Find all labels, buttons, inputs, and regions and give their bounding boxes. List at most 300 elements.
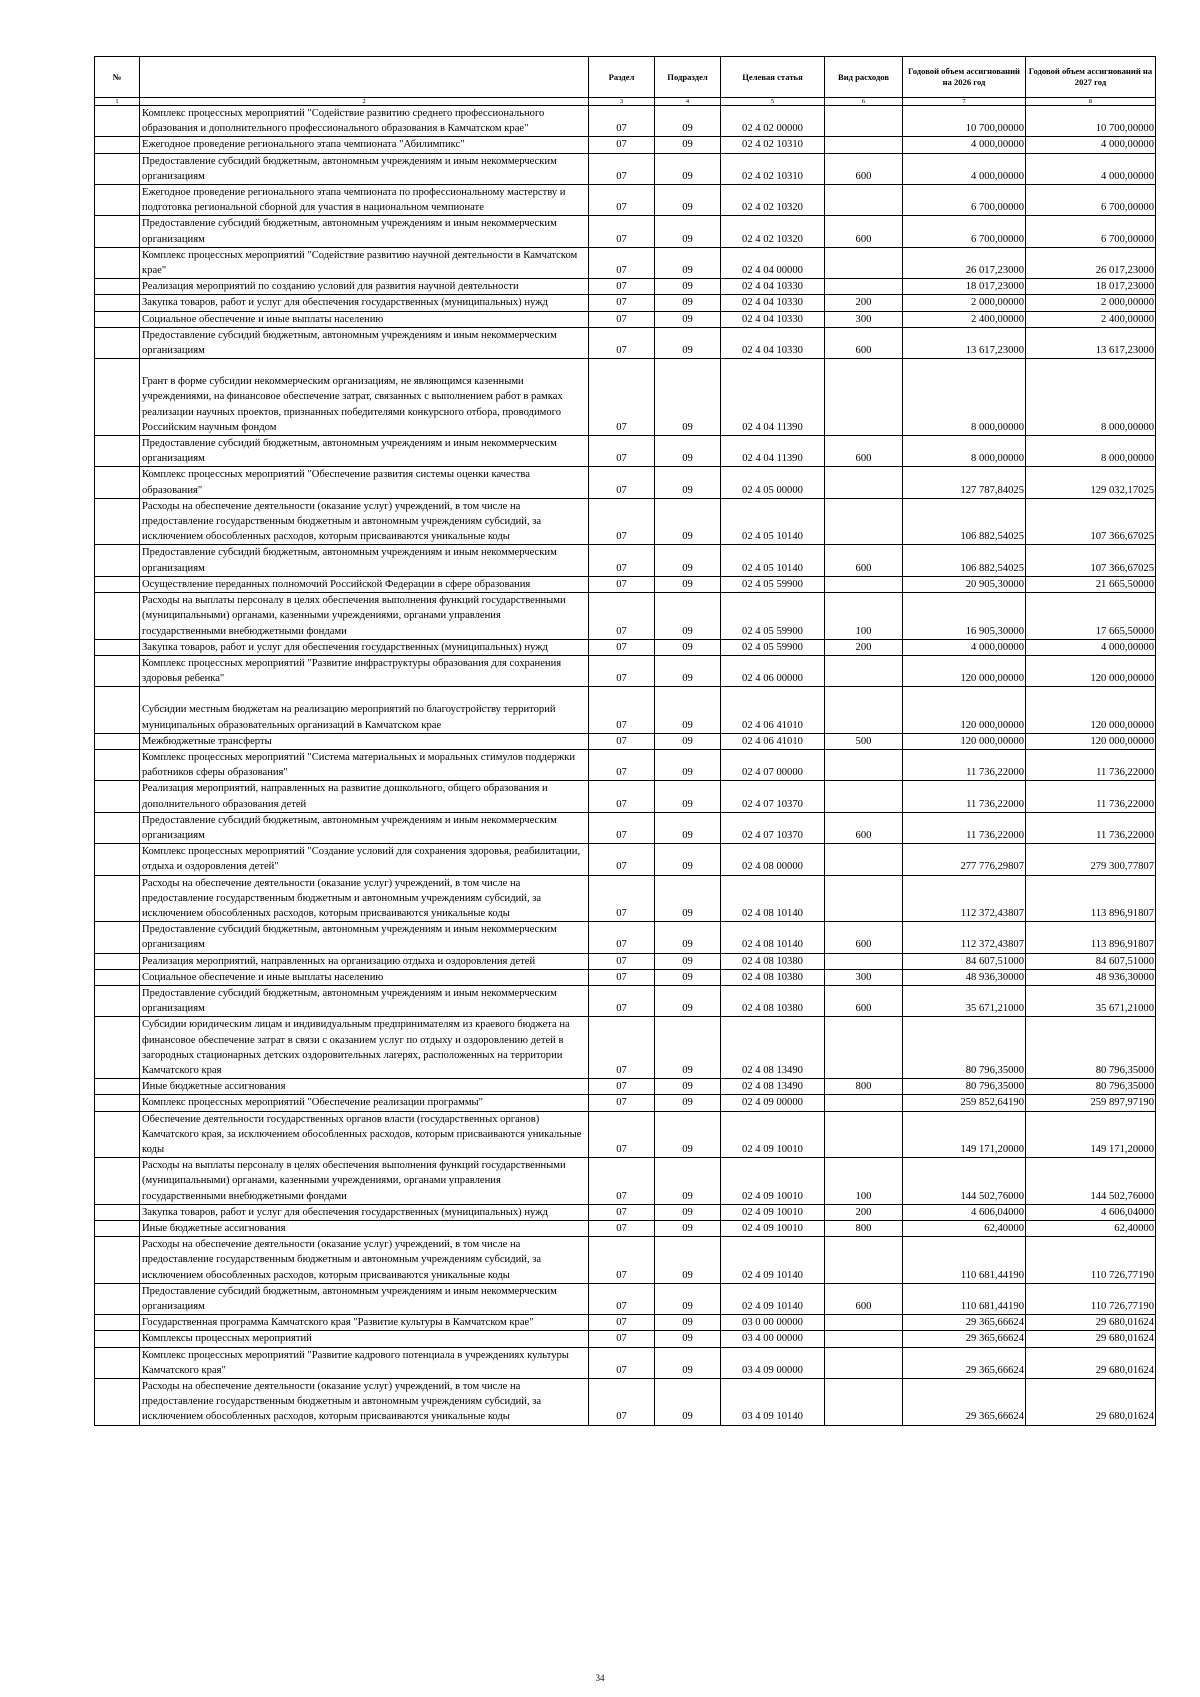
row-num-cell <box>95 1283 140 1314</box>
article-cell: 02 4 02 10320 <box>721 216 825 247</box>
amount-2027-cell: 84 607,51000 <box>1026 953 1156 969</box>
expense-name-cell: Комплекс процессных мероприятий "Обеспечение развития системы оценки качества образования" <box>140 467 589 498</box>
amount-2027-cell: 29 680,01624 <box>1026 1347 1156 1378</box>
vid-cell: 200 <box>825 1204 903 1220</box>
row-num-cell <box>95 953 140 969</box>
row-num-cell <box>95 1111 140 1158</box>
vid-cell <box>825 749 903 780</box>
vid-cell <box>825 247 903 278</box>
razdel-cell: 07 <box>589 655 655 686</box>
article-cell: 02 4 02 10310 <box>721 137 825 153</box>
razdel-cell: 07 <box>589 279 655 295</box>
amount-2027-cell: 120 000,00000 <box>1026 733 1156 749</box>
vid-cell: 600 <box>825 436 903 467</box>
row-num-cell <box>95 1347 140 1378</box>
row-num-cell <box>95 106 140 137</box>
razdel-cell: 07 <box>589 1204 655 1220</box>
amount-2026-cell: 11 736,22000 <box>903 781 1026 812</box>
amount-2026-cell: 120 000,00000 <box>903 655 1026 686</box>
podrazdel-cell: 09 <box>655 1095 721 1111</box>
razdel-cell: 07 <box>589 1158 655 1205</box>
expense-name-cell: Комплекс процессных мероприятий "Развитие кадрового потенциала в учреждениях культуры Камчатского края" <box>140 1347 589 1378</box>
vid-cell <box>825 498 903 545</box>
vid-cell <box>825 1017 903 1079</box>
table-row <box>95 295 1156 311</box>
amount-2026-cell: 4 000,00000 <box>903 137 1026 153</box>
article-cell: 02 4 08 13490 <box>721 1017 825 1079</box>
vid-cell: 600 <box>825 153 903 184</box>
razdel-cell: 07 <box>589 812 655 843</box>
razdel-cell: 07 <box>589 545 655 576</box>
vid-cell: 300 <box>825 311 903 327</box>
row-num-cell <box>95 875 140 922</box>
header-num: № <box>95 57 140 98</box>
vid-cell <box>825 1111 903 1158</box>
vid-cell <box>825 953 903 969</box>
article-cell: 02 4 04 11390 <box>721 359 825 436</box>
razdel-cell: 07 <box>589 781 655 812</box>
podrazdel-cell: 09 <box>655 153 721 184</box>
podrazdel-cell: 09 <box>655 106 721 137</box>
razdel-cell: 07 <box>589 844 655 875</box>
article-cell: 03 4 09 10140 <box>721 1379 825 1426</box>
header-razdel: Раздел <box>589 57 655 98</box>
header-y2026: Годовой объем ассигнований на 2026 год <box>903 57 1026 98</box>
article-cell: 02 4 08 00000 <box>721 844 825 875</box>
expense-name-cell: Предоставление субсидий бюджетным, автономным учреждениям и иным некоммерческим организациям <box>140 216 589 247</box>
podrazdel-cell: 09 <box>655 953 721 969</box>
vid-cell <box>825 875 903 922</box>
podrazdel-cell: 09 <box>655 216 721 247</box>
expense-name-cell: Предоставление субсидий бюджетным, автономным учреждениям и иным некоммерческим организациям <box>140 153 589 184</box>
row-num-cell <box>95 185 140 216</box>
vid-cell <box>825 467 903 498</box>
row-num-cell <box>95 311 140 327</box>
razdel-cell: 07 <box>589 137 655 153</box>
amount-2027-cell: 149 171,20000 <box>1026 1111 1156 1158</box>
article-cell: 02 4 09 10140 <box>721 1283 825 1314</box>
amount-2026-cell: 4 000,00000 <box>903 153 1026 184</box>
amount-2026-cell: 11 736,22000 <box>903 812 1026 843</box>
amount-2027-cell: 4 000,00000 <box>1026 639 1156 655</box>
table-row <box>95 593 1156 640</box>
expense-name-cell: Грант в форме субсидии некоммерческим организациям, не являющимся казенными учреждениями, на финансовое обеспечение затрат, связанных с выполнением работ в рамках реализации научных проектов, признанных победителями конкурсного отбора, проводимого Российским научным фондом <box>140 359 589 436</box>
amount-2026-cell: 35 671,21000 <box>903 985 1026 1016</box>
column-number: 8 <box>1026 98 1156 106</box>
table-row <box>95 1095 1156 1111</box>
vid-cell <box>825 137 903 153</box>
amount-2027-cell: 4 606,04000 <box>1026 1204 1156 1220</box>
razdel-cell: 07 <box>589 1221 655 1237</box>
table-row <box>95 1017 1156 1079</box>
table-row <box>95 327 1156 358</box>
amount-2026-cell: 84 607,51000 <box>903 953 1026 969</box>
vid-cell <box>825 279 903 295</box>
podrazdel-cell: 09 <box>655 749 721 780</box>
vid-cell <box>825 106 903 137</box>
vid-cell: 600 <box>825 922 903 953</box>
table-row <box>95 1237 1156 1284</box>
expense-name-cell: Иные бюджетные ассигнования <box>140 1079 589 1095</box>
expense-name-cell: Реализация мероприятий, направленных на развитие дошкольного, общего образования и дополнительного образования детей <box>140 781 589 812</box>
table-row <box>95 639 1156 655</box>
vid-cell <box>825 576 903 592</box>
razdel-cell: 07 <box>589 1379 655 1426</box>
podrazdel-cell: 09 <box>655 436 721 467</box>
article-cell: 02 4 04 00000 <box>721 247 825 278</box>
amount-2027-cell: 4 000,00000 <box>1026 137 1156 153</box>
amount-2026-cell: 20 905,30000 <box>903 576 1026 592</box>
amount-2026-cell: 16 905,30000 <box>903 593 1026 640</box>
row-num-cell <box>95 687 140 733</box>
table-row <box>95 106 1156 137</box>
amount-2026-cell: 120 000,00000 <box>903 687 1026 733</box>
article-cell: 02 4 08 10380 <box>721 969 825 985</box>
amount-2027-cell: 11 736,22000 <box>1026 812 1156 843</box>
table-row <box>95 749 1156 780</box>
razdel-cell: 07 <box>589 327 655 358</box>
table-body <box>95 106 1156 1426</box>
podrazdel-cell: 09 <box>655 279 721 295</box>
amount-2027-cell: 107 366,67025 <box>1026 545 1156 576</box>
expense-name-cell: Закупка товаров, работ и услуг для обеспечения государственных (муниципальных) нужд <box>140 639 589 655</box>
amount-2026-cell: 29 365,66624 <box>903 1347 1026 1378</box>
vid-cell: 500 <box>825 733 903 749</box>
razdel-cell: 07 <box>589 1079 655 1095</box>
row-num-cell <box>95 1237 140 1284</box>
razdel-cell: 07 <box>589 1237 655 1284</box>
podrazdel-cell: 09 <box>655 1283 721 1314</box>
row-num-cell <box>95 1379 140 1426</box>
expense-name-cell: Закупка товаров, работ и услуг для обеспечения государственных (муниципальных) нужд <box>140 1204 589 1220</box>
razdel-cell: 07 <box>589 875 655 922</box>
amount-2026-cell: 10 700,00000 <box>903 106 1026 137</box>
row-num-cell <box>95 733 140 749</box>
podrazdel-cell: 09 <box>655 875 721 922</box>
row-num-cell <box>95 593 140 640</box>
amount-2027-cell: 4 000,00000 <box>1026 153 1156 184</box>
table-row <box>95 844 1156 875</box>
article-cell: 02 4 08 10380 <box>721 953 825 969</box>
amount-2026-cell: 4 000,00000 <box>903 639 1026 655</box>
table-row <box>95 1204 1156 1220</box>
row-num-cell <box>95 1017 140 1079</box>
razdel-cell: 07 <box>589 1095 655 1111</box>
table-row <box>95 922 1156 953</box>
row-num-cell <box>95 467 140 498</box>
amount-2027-cell: 21 665,50000 <box>1026 576 1156 592</box>
row-num-cell <box>95 655 140 686</box>
article-cell: 03 4 09 00000 <box>721 1347 825 1378</box>
vid-cell <box>825 1237 903 1284</box>
row-num-cell <box>95 137 140 153</box>
amount-2026-cell: 6 700,00000 <box>903 216 1026 247</box>
table-row <box>95 1347 1156 1378</box>
amount-2027-cell: 35 671,21000 <box>1026 985 1156 1016</box>
row-num-cell <box>95 1079 140 1095</box>
row-num-cell <box>95 639 140 655</box>
vid-cell: 200 <box>825 295 903 311</box>
amount-2027-cell: 26 017,23000 <box>1026 247 1156 278</box>
razdel-cell: 07 <box>589 216 655 247</box>
table-row <box>95 953 1156 969</box>
vid-cell <box>825 687 903 733</box>
row-num-cell <box>95 295 140 311</box>
razdel-cell: 07 <box>589 436 655 467</box>
vid-cell: 600 <box>825 545 903 576</box>
header-podrazdel: Подраздел <box>655 57 721 98</box>
expense-name-cell: Комплекс процессных мероприятий "Содействие развитию среднего профессионального образования и дополнительного профессионального образования в Камчатском крае" <box>140 106 589 137</box>
podrazdel-cell: 09 <box>655 812 721 843</box>
amount-2026-cell: 110 681,44190 <box>903 1237 1026 1284</box>
razdel-cell: 07 <box>589 295 655 311</box>
table-row <box>95 655 1156 686</box>
amount-2027-cell: 113 896,91807 <box>1026 922 1156 953</box>
expense-name-cell: Социальное обеспечение и иные выплаты населению <box>140 311 589 327</box>
table-row <box>95 436 1156 467</box>
razdel-cell: 07 <box>589 985 655 1016</box>
table-row <box>95 875 1156 922</box>
razdel-cell: 07 <box>589 749 655 780</box>
vid-cell: 600 <box>825 812 903 843</box>
table-row <box>95 137 1156 153</box>
row-num-cell <box>95 1221 140 1237</box>
amount-2027-cell: 80 796,35000 <box>1026 1079 1156 1095</box>
podrazdel-cell: 09 <box>655 1237 721 1284</box>
amount-2027-cell: 29 680,01624 <box>1026 1331 1156 1347</box>
amount-2026-cell: 144 502,76000 <box>903 1158 1026 1205</box>
row-num-cell <box>95 545 140 576</box>
vid-cell <box>825 1315 903 1331</box>
column-number: 3 <box>589 98 655 106</box>
podrazdel-cell: 09 <box>655 545 721 576</box>
amount-2026-cell: 29 365,66624 <box>903 1379 1026 1426</box>
article-cell: 02 4 08 10380 <box>721 985 825 1016</box>
amount-2027-cell: 11 736,22000 <box>1026 781 1156 812</box>
article-cell: 02 4 07 10370 <box>721 781 825 812</box>
amount-2026-cell: 259 852,64190 <box>903 1095 1026 1111</box>
amount-2026-cell: 2 000,00000 <box>903 295 1026 311</box>
podrazdel-cell: 09 <box>655 576 721 592</box>
row-num-cell <box>95 359 140 436</box>
expense-name-cell: Предоставление субсидий бюджетным, автономным учреждениям и иным некоммерческим организациям <box>140 1283 589 1314</box>
expense-name-cell: Иные бюджетные ассигнования <box>140 1221 589 1237</box>
podrazdel-cell: 09 <box>655 1204 721 1220</box>
table-header-row <box>95 57 1156 98</box>
header-name <box>140 57 589 98</box>
amount-2027-cell: 120 000,00000 <box>1026 687 1156 733</box>
row-num-cell <box>95 922 140 953</box>
vid-cell <box>825 185 903 216</box>
table-row <box>95 1221 1156 1237</box>
expense-name-cell: Комплексы процессных мероприятий <box>140 1331 589 1347</box>
expense-name-cell: Предоставление субсидий бюджетным, автономным учреждениям и иным некоммерческим организациям <box>140 812 589 843</box>
row-num-cell <box>95 216 140 247</box>
expense-name-cell: Реализация мероприятий, направленных на организацию отдыха и оздоровления детей <box>140 953 589 969</box>
article-cell: 02 4 08 10140 <box>721 922 825 953</box>
amount-2027-cell: 62,40000 <box>1026 1221 1156 1237</box>
row-num-cell <box>95 812 140 843</box>
razdel-cell: 07 <box>589 953 655 969</box>
amount-2027-cell: 110 726,77190 <box>1026 1283 1156 1314</box>
row-num-cell <box>95 844 140 875</box>
article-cell: 02 4 02 10320 <box>721 185 825 216</box>
razdel-cell: 07 <box>589 576 655 592</box>
article-cell: 02 4 09 10010 <box>721 1221 825 1237</box>
column-number: 6 <box>825 98 903 106</box>
row-num-cell <box>95 969 140 985</box>
amount-2026-cell: 2 400,00000 <box>903 311 1026 327</box>
table-row <box>95 359 1156 436</box>
amount-2026-cell: 11 736,22000 <box>903 749 1026 780</box>
vid-cell: 600 <box>825 985 903 1016</box>
row-num-cell <box>95 749 140 780</box>
amount-2026-cell: 112 372,43807 <box>903 922 1026 953</box>
vid-cell <box>825 1347 903 1378</box>
table-row <box>95 812 1156 843</box>
podrazdel-cell: 09 <box>655 1017 721 1079</box>
header-vid: Вид расходов <box>825 57 903 98</box>
amount-2026-cell: 6 700,00000 <box>903 185 1026 216</box>
article-cell: 02 4 05 10140 <box>721 545 825 576</box>
row-num-cell <box>95 576 140 592</box>
table-row <box>95 687 1156 733</box>
vid-cell: 100 <box>825 593 903 640</box>
amount-2026-cell: 120 000,00000 <box>903 733 1026 749</box>
amount-2027-cell: 8 000,00000 <box>1026 359 1156 436</box>
vid-cell <box>825 1331 903 1347</box>
article-cell: 02 4 04 10330 <box>721 295 825 311</box>
razdel-cell: 07 <box>589 106 655 137</box>
razdel-cell: 07 <box>589 593 655 640</box>
vid-cell <box>825 359 903 436</box>
expense-name-cell: Межбюджетные трансферты <box>140 733 589 749</box>
podrazdel-cell: 09 <box>655 311 721 327</box>
article-cell: 02 4 04 10330 <box>721 327 825 358</box>
row-num-cell <box>95 247 140 278</box>
vid-cell <box>825 781 903 812</box>
vid-cell <box>825 844 903 875</box>
table-row <box>95 1111 1156 1158</box>
table-row <box>95 467 1156 498</box>
razdel-cell: 07 <box>589 153 655 184</box>
podrazdel-cell: 09 <box>655 1347 721 1378</box>
expense-name-cell: Расходы на выплаты персоналу в целях обеспечения выполнения функций государственными (муниципальными) органами, казенными учреждениями, органами управления государственными внебюджетными фондами <box>140 593 589 640</box>
expense-name-cell: Социальное обеспечение и иные выплаты населению <box>140 969 589 985</box>
podrazdel-cell: 09 <box>655 655 721 686</box>
amount-2027-cell: 6 700,00000 <box>1026 216 1156 247</box>
podrazdel-cell: 09 <box>655 359 721 436</box>
razdel-cell: 07 <box>589 247 655 278</box>
amount-2026-cell: 127 787,84025 <box>903 467 1026 498</box>
table-row <box>95 498 1156 545</box>
column-number-row <box>95 98 1156 106</box>
razdel-cell: 07 <box>589 1111 655 1158</box>
amount-2027-cell: 107 366,67025 <box>1026 498 1156 545</box>
article-cell: 02 4 05 10140 <box>721 498 825 545</box>
amount-2026-cell: 106 882,54025 <box>903 545 1026 576</box>
header-y2027: Годовой объем ассигнований на 2027 год <box>1026 57 1156 98</box>
row-num-cell <box>95 1331 140 1347</box>
article-cell: 02 4 09 10010 <box>721 1204 825 1220</box>
amount-2027-cell: 113 896,91807 <box>1026 875 1156 922</box>
podrazdel-cell: 09 <box>655 1111 721 1158</box>
amount-2027-cell: 29 680,01624 <box>1026 1315 1156 1331</box>
amount-2026-cell: 48 936,30000 <box>903 969 1026 985</box>
expense-name-cell: Закупка товаров, работ и услуг для обеспечения государственных (муниципальных) нужд <box>140 295 589 311</box>
article-cell: 02 4 09 10010 <box>721 1111 825 1158</box>
row-num-cell <box>95 1095 140 1111</box>
amount-2026-cell: 62,40000 <box>903 1221 1026 1237</box>
column-number: 7 <box>903 98 1026 106</box>
article-cell: 02 4 08 10140 <box>721 875 825 922</box>
expense-name-cell: Обеспечение деятельности государственных органов власти (государственных органов) Камчатского края, за исключением обособленных расходов, которым присваиваются уникальные коды <box>140 1111 589 1158</box>
amount-2027-cell: 6 700,00000 <box>1026 185 1156 216</box>
amount-2026-cell: 80 796,35000 <box>903 1079 1026 1095</box>
razdel-cell: 07 <box>589 687 655 733</box>
razdel-cell: 07 <box>589 1331 655 1347</box>
expense-name-cell: Субсидии местным бюджетам на реализацию мероприятий по благоустройству территорий муниципальных образовательных организаций в Камчатском крае <box>140 687 589 733</box>
expense-name-cell: Ежегодное проведение регионального этапа чемпионата "Абилимпикс" <box>140 137 589 153</box>
amount-2026-cell: 106 882,54025 <box>903 498 1026 545</box>
article-cell: 02 4 05 59900 <box>721 639 825 655</box>
razdel-cell: 07 <box>589 1347 655 1378</box>
expense-name-cell: Расходы на обеспечение деятельности (оказание услуг) учреждений, в том числе на предоставление государственным бюджетным и автономным учреждениям субсидий, за исключением обособленных расходов, которым присваиваются уникальные коды <box>140 1237 589 1284</box>
podrazdel-cell: 09 <box>655 1221 721 1237</box>
expense-name-cell: Осуществление переданных полномочий Российской Федерации в сфере образования <box>140 576 589 592</box>
table-row <box>95 781 1156 812</box>
podrazdel-cell: 09 <box>655 1158 721 1205</box>
vid-cell: 100 <box>825 1158 903 1205</box>
table-row <box>95 216 1156 247</box>
expense-name-cell: Ежегодное проведение регионального этапа чемпионата по профессиональному мастерству и подготовка региональной сборной для участия в национальном чемпионате <box>140 185 589 216</box>
article-cell: 02 4 05 59900 <box>721 593 825 640</box>
column-number: 1 <box>95 98 140 106</box>
amount-2026-cell: 8 000,00000 <box>903 436 1026 467</box>
podrazdel-cell: 09 <box>655 1079 721 1095</box>
article-cell: 03 4 00 00000 <box>721 1331 825 1347</box>
expense-name-cell: Расходы на обеспечение деятельности (оказание услуг) учреждений, в том числе на предоставление государственным бюджетным и автономным учреждениям субсидий, за исключением обособленных расходов, которым присваиваются уникальные коды <box>140 875 589 922</box>
article-cell: 02 4 09 10140 <box>721 1237 825 1284</box>
amount-2026-cell: 112 372,43807 <box>903 875 1026 922</box>
razdel-cell: 07 <box>589 467 655 498</box>
article-cell: 02 4 05 00000 <box>721 467 825 498</box>
expense-name-cell: Субсидии юридическим лицам и индивидуальным предпринимателям из краевого бюджета на финансовое обеспечение затрат в связи с оказанием услуг по отдыху и оздоровлению детей в загородных стационарных детских оздоровительных лагерях, расположенных на территории Камчатского края <box>140 1017 589 1079</box>
article-cell: 02 4 02 10310 <box>721 153 825 184</box>
expense-name-cell: Расходы на выплаты персоналу в целях обеспечения выполнения функций государственными (муниципальными) органами, казенными учреждениями, органами управления государственными внебюджетными фондами <box>140 1158 589 1205</box>
vid-cell <box>825 1379 903 1426</box>
amount-2026-cell: 277 776,29807 <box>903 844 1026 875</box>
podrazdel-cell: 09 <box>655 687 721 733</box>
page-number: 34 <box>595 1673 605 1683</box>
table-row <box>95 1079 1156 1095</box>
article-cell: 02 4 08 13490 <box>721 1079 825 1095</box>
row-num-cell <box>95 1204 140 1220</box>
amount-2026-cell: 4 606,04000 <box>903 1204 1026 1220</box>
article-cell: 02 4 06 00000 <box>721 655 825 686</box>
vid-cell <box>825 655 903 686</box>
razdel-cell: 07 <box>589 639 655 655</box>
vid-cell: 600 <box>825 1283 903 1314</box>
expense-name-cell: Предоставление субсидий бюджетным, автономным учреждениям и иным некоммерческим организациям <box>140 436 589 467</box>
column-number: 2 <box>140 98 589 106</box>
article-cell: 02 4 09 00000 <box>721 1095 825 1111</box>
row-num-cell <box>95 279 140 295</box>
vid-cell: 300 <box>825 969 903 985</box>
amount-2027-cell: 11 736,22000 <box>1026 749 1156 780</box>
amount-2026-cell: 18 017,23000 <box>903 279 1026 295</box>
amount-2027-cell: 29 680,01624 <box>1026 1379 1156 1426</box>
